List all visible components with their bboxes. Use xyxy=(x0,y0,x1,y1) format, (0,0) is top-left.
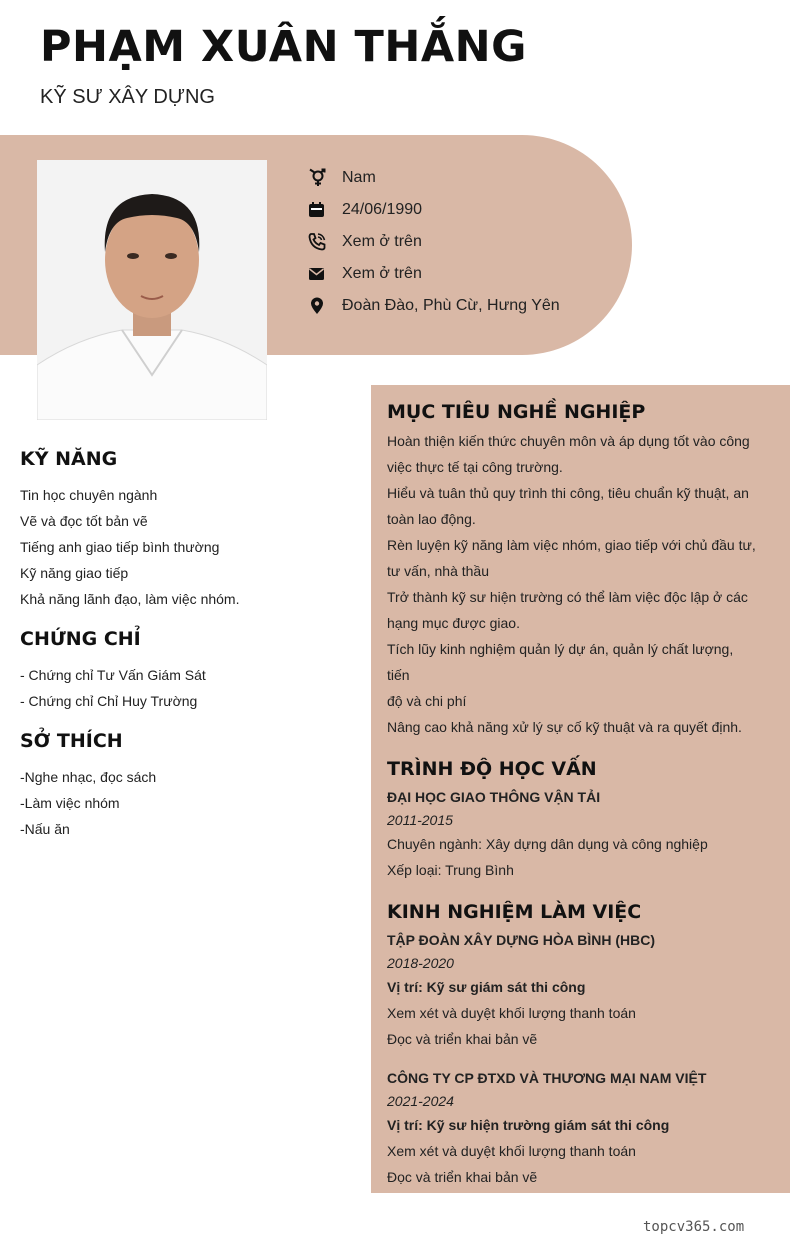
watermark: topcv365.com xyxy=(643,1219,745,1235)
right-panel-content xyxy=(387,401,757,1208)
education-rank: Xếp loại: Trung Bình xyxy=(387,862,514,878)
objective-line: Nâng cao khả năng xử lý sự cố kỹ thuật và ra quyết định. xyxy=(387,719,742,735)
objective-line: việc thực tế tại công trường. xyxy=(387,459,563,475)
education-major: Chuyên ngành: Xây dựng dân dụng và công nghiệp xyxy=(387,836,708,852)
certificates-heading: CHỨNG CHỈ xyxy=(20,628,141,650)
map-pin-icon xyxy=(307,296,327,316)
candidate-name: PHẠM XUÂN THẮNG xyxy=(40,22,527,72)
person-portrait xyxy=(37,160,267,420)
job-period: 2018-2020 xyxy=(387,955,454,971)
contact-gender xyxy=(307,162,607,194)
hobby-item: -Nấu ăn xyxy=(20,821,70,837)
contact-email xyxy=(307,258,607,290)
objective-line: hạng mục được giao. xyxy=(387,615,520,631)
experience-heading: KINH NGHIỆM LÀM VIỆC xyxy=(387,901,642,923)
objective-line: Trở thành kỹ sư hiện trường có thể làm việc độc lập ở các xyxy=(387,589,748,605)
objective-section xyxy=(387,401,757,740)
job-period: 2021-2024 xyxy=(387,1093,454,1109)
job-title: KỸ SƯ XÂY DỰNG xyxy=(40,86,215,108)
education-period: 2011-2015 xyxy=(387,812,453,828)
profile-photo xyxy=(37,160,267,420)
hobby-item: -Làm việc nhóm xyxy=(20,795,120,811)
hobby-item: -Nghe nhạc, đọc sách xyxy=(20,769,157,785)
job-company: CÔNG TY CP ĐTXD VÀ THƯƠNG MẠI NAM VIỆT xyxy=(387,1070,707,1086)
phone-icon xyxy=(307,232,327,252)
job-position: Vị trí: Kỹ sư giám sát thi công xyxy=(387,979,586,995)
job-duty: Đọc và triển khai bản vẽ xyxy=(387,1169,538,1185)
certificate-item: - Chứng chỉ Tư Vấn Giám Sát xyxy=(20,667,206,683)
job-entry xyxy=(387,1066,757,1190)
job-duty: Xem xét và duyệt khối lượng thanh toán xyxy=(387,1005,636,1021)
contact-birthdate xyxy=(307,194,607,226)
phone-text: Xem ở trên xyxy=(342,233,422,250)
job-duty: Xem xét và duyệt khối lượng thanh toán xyxy=(387,1143,636,1159)
objective-line: toàn lao động. xyxy=(387,511,476,527)
objective-line: Hoàn thiện kiến thức chuyên môn và áp dụng tốt vào công xyxy=(387,433,750,449)
school-name: ĐẠI HỌC GIAO THÔNG VẬN TẢI xyxy=(387,789,601,805)
skill-item: Kỹ năng giao tiếp xyxy=(20,565,129,581)
job-position: Vị trí: Kỹ sư hiện trường giám sát thi công xyxy=(387,1117,670,1133)
skill-item: Khả năng lãnh đạo, làm việc nhóm. xyxy=(20,591,240,607)
experience-section xyxy=(387,901,757,1190)
gender-icon xyxy=(307,168,327,188)
gender-text: Nam xyxy=(342,169,376,186)
skills-heading: KỸ NĂNG xyxy=(20,448,118,470)
right-panel xyxy=(371,385,790,1193)
skill-item: Tiếng anh giao tiếp bình thường xyxy=(20,539,220,555)
contact-address xyxy=(307,290,607,322)
job-company: TẬP ĐOÀN XÂY DỰNG HÒA BÌNH (HBC) xyxy=(387,932,656,948)
job-entry xyxy=(387,928,757,1052)
job-duty: Đọc và triển khai bản vẽ xyxy=(387,1031,538,1047)
objective-line: Hiểu và tuân thủ quy trình thi công, tiêu chuẩn kỹ thuật, an xyxy=(387,485,749,501)
objective-line: độ và chi phí xyxy=(387,693,467,709)
certificates-section xyxy=(20,628,350,714)
envelope-icon xyxy=(307,264,327,284)
skill-item: Tin học chuyên ngành xyxy=(20,487,158,503)
birthdate-text: 24/06/1990 xyxy=(342,201,423,218)
hobbies-section xyxy=(20,730,350,842)
objective-line: Tích lũy kinh nghiệm quản lý dự án, quản lý chất lượng, tiến xyxy=(387,641,734,683)
skills-section xyxy=(20,448,350,612)
objective-line: tư vấn, nhà thầu xyxy=(387,563,489,579)
education-heading: TRÌNH ĐỘ HỌC VẤN xyxy=(387,758,597,780)
objective-line: Rèn luyện kỹ năng làm việc nhóm, giao tiếp với chủ đầu tư, xyxy=(387,537,756,553)
objective-heading: MỤC TIÊU NGHỀ NGHIỆP xyxy=(387,401,646,423)
email-text: Xem ở trên xyxy=(342,265,422,282)
left-column xyxy=(20,448,350,858)
certificate-item: - Chứng chỉ Chỉ Huy Trường xyxy=(20,693,198,709)
hobbies-heading: SỞ THÍCH xyxy=(20,730,123,752)
address-text: Đoàn Đào, Phù Cừ, Hưng Yên xyxy=(342,297,560,314)
calendar-icon xyxy=(307,200,327,220)
contact-phone xyxy=(307,226,607,258)
education-section xyxy=(387,758,757,883)
skill-item: Vẽ và đọc tốt bản vẽ xyxy=(20,513,148,529)
contact-list xyxy=(307,162,607,322)
